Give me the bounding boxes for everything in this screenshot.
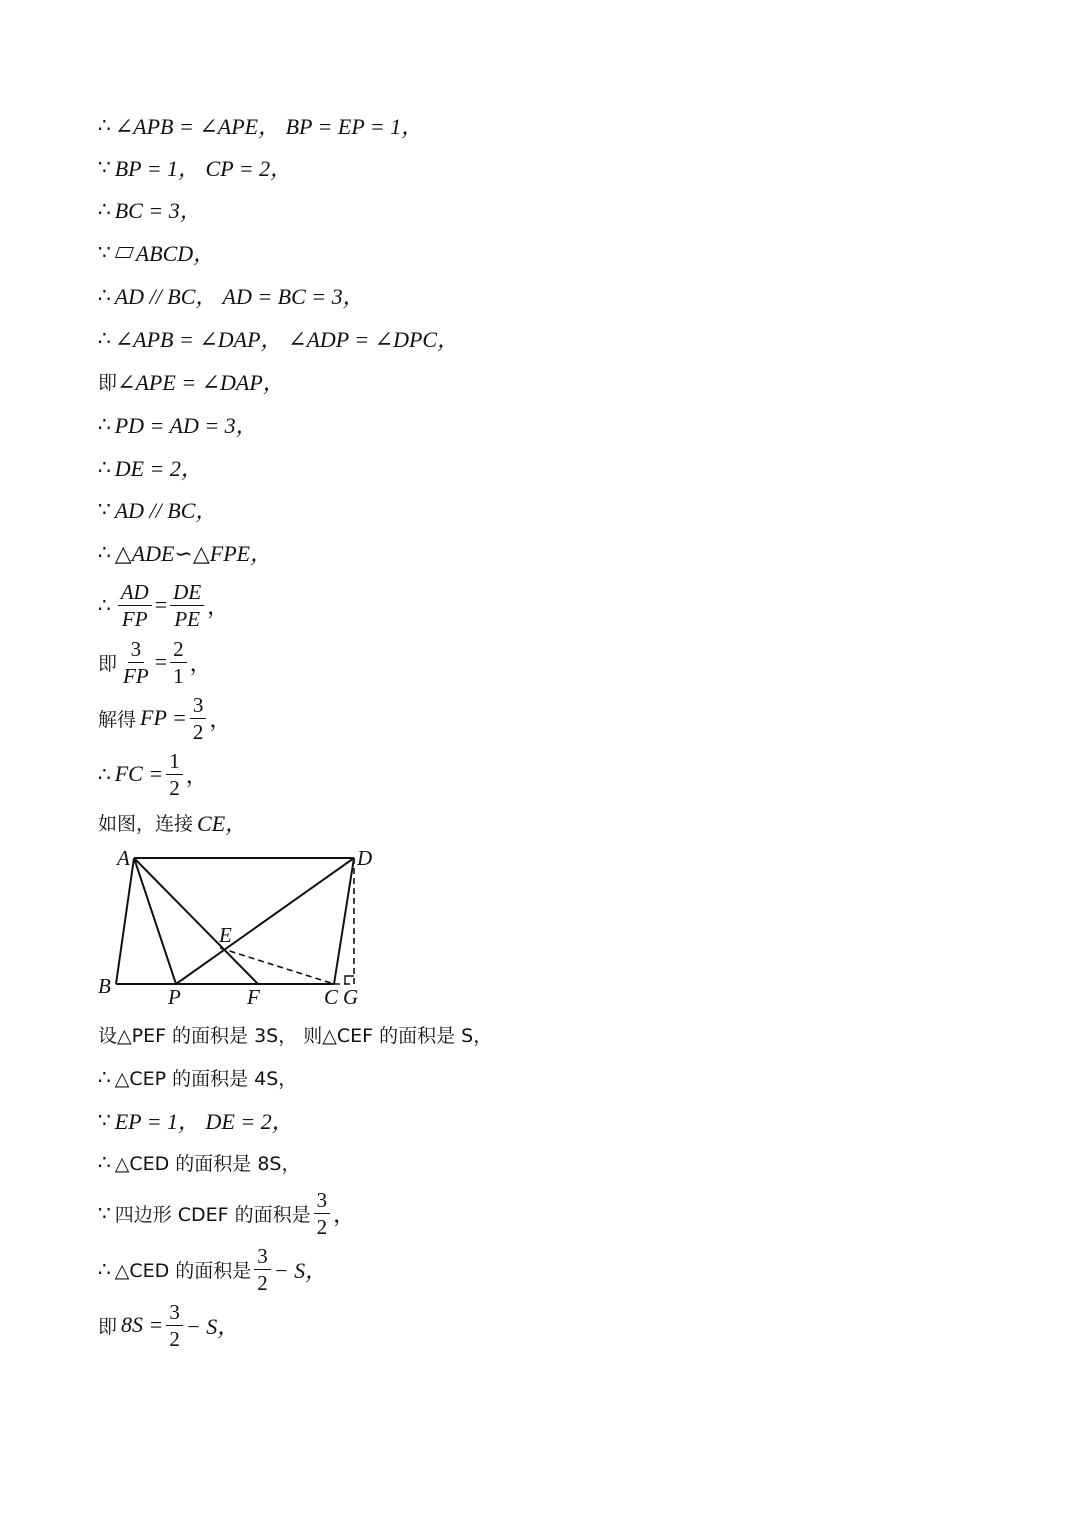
proof-text: DE = 2， <box>114 455 203 481</box>
because-symbol: ∵ <box>98 1108 111 1132</box>
geometry-figure <box>92 842 392 1014</box>
proof-line-4 <box>98 232 215 272</box>
proof-line-14 <box>98 690 231 746</box>
proof-text: ∠APE = ∠DAP， <box>117 369 285 395</box>
segment-ab <box>116 858 134 984</box>
segment-ap <box>134 858 176 984</box>
label-p: P <box>168 985 181 1009</box>
equals-sign: = <box>154 592 168 617</box>
proof-line-21 <box>98 1185 355 1241</box>
proof-line-13 <box>98 634 212 690</box>
therefore-symbol: ∴ <box>98 412 111 436</box>
proof-text: FC = <box>114 761 164 786</box>
proof-line-8 <box>98 404 258 444</box>
proof-text: △CEP 的面积是 4S， <box>114 1067 298 1090</box>
proof-line-15 <box>98 746 208 802</box>
proof-line-5 <box>98 275 365 315</box>
fraction-numerator: DE <box>170 579 204 606</box>
proof-line-16 <box>98 802 247 842</box>
proof-line-22 <box>98 1241 327 1297</box>
therefore-symbol: ∴ <box>98 283 111 307</box>
fraction-numerator: 2 <box>170 636 187 663</box>
because-symbol: ∵ <box>98 1201 111 1225</box>
because-symbol: ∵ <box>98 497 111 521</box>
as-shown-text: 如图，连接 <box>98 812 194 835</box>
fraction-numerator: 3 <box>190 692 207 719</box>
proof-text: ∠APB = ∠APE， BP = EP = 1， <box>114 113 424 139</box>
fraction-numerator: 3 <box>254 1243 271 1270</box>
comma: ， <box>333 1201 356 1227</box>
fraction <box>166 748 183 801</box>
proof-text: △ADE∽△FPE， <box>114 540 273 566</box>
proof-line-9 <box>98 447 203 487</box>
equals-sign: = <box>154 649 168 674</box>
fraction <box>254 1243 271 1296</box>
fraction-denominator: PE <box>174 606 200 631</box>
proof-text-tail: − S， <box>185 1313 240 1339</box>
proof-text: AD // BC， <box>114 497 218 523</box>
proof-text: EP = 1， DE = 2， <box>114 1108 294 1134</box>
therefore-symbol: ∴ <box>98 326 111 350</box>
fraction <box>190 692 207 745</box>
proof-text: CE， <box>197 810 248 836</box>
proof-text: ABCD， <box>135 240 216 266</box>
proof-text: 设△PEF 的面积是 3S， 则△CEF 的面积是 S， <box>98 1024 493 1047</box>
therefore-symbol: ∴ <box>98 762 111 786</box>
proof-line-7 <box>98 361 285 401</box>
proof-text: BP = 1， CP = 2， <box>114 155 293 181</box>
proof-line-17 <box>98 1014 492 1054</box>
proof-text: PD = AD = 3， <box>114 412 258 438</box>
fraction-denominator: 1 <box>173 663 184 688</box>
comma: ， <box>189 650 212 676</box>
proof-text: △CED 的面积是 8S， <box>114 1152 301 1175</box>
proof-text: FP = <box>140 705 187 730</box>
therefore-symbol: ∴ <box>98 197 111 221</box>
proof-text: 8S = <box>121 1312 164 1337</box>
therefore-symbol: ∴ <box>98 1065 111 1089</box>
therefore-symbol: ∴ <box>98 1150 111 1174</box>
label-g: G <box>343 985 359 1009</box>
proof-line-20 <box>98 1142 300 1182</box>
proof-text: 四边形 CDEF 的面积是 <box>114 1203 311 1226</box>
segment-ec-dashed <box>220 948 334 984</box>
proof-line-18 <box>98 1057 297 1097</box>
fraction-numerator: 3 <box>128 636 145 663</box>
segment-pd <box>176 858 354 984</box>
because-symbol: ∵ <box>98 240 111 264</box>
proof-line-3 <box>98 189 202 229</box>
namely-word: 即 <box>98 652 118 675</box>
proof-line-23 <box>98 1297 239 1353</box>
comma: ， <box>207 593 230 619</box>
parallelogram-icon <box>115 247 134 258</box>
fraction <box>170 579 204 632</box>
fraction-numerator: 3 <box>314 1187 331 1214</box>
proof-line-19 <box>98 1100 294 1140</box>
namely-word: 即 <box>98 371 118 394</box>
fraction <box>120 636 152 689</box>
segment-af <box>134 858 258 984</box>
therefore-symbol: ∴ <box>98 113 111 137</box>
comma: ， <box>185 762 208 788</box>
label-f: F <box>247 985 260 1009</box>
comma: ， <box>209 706 232 732</box>
proof-line-10 <box>98 489 217 529</box>
fraction-denominator: 2 <box>316 1214 328 1239</box>
proof-text: △CED 的面积是 <box>114 1259 252 1282</box>
fraction-numerator: 3 <box>166 1299 183 1326</box>
therefore-symbol: ∴ <box>98 593 111 617</box>
label-b: B <box>98 974 111 998</box>
label-e: E <box>219 923 232 947</box>
fraction-denominator: 2 <box>169 1326 180 1351</box>
therefore-symbol: ∴ <box>98 540 111 564</box>
fraction-denominator: FP <box>123 663 149 688</box>
label-c: C <box>324 985 339 1009</box>
proof-line-12 <box>98 577 229 633</box>
fraction <box>314 1187 331 1240</box>
fraction-denominator: 2 <box>192 719 204 744</box>
fraction-denominator: 2 <box>169 775 180 800</box>
fraction <box>166 1299 183 1352</box>
therefore-symbol: ∴ <box>98 455 111 479</box>
fraction-numerator: 1 <box>166 748 183 775</box>
fraction-numerator: AD <box>118 579 152 606</box>
proof-line-1 <box>98 105 423 145</box>
proof-text: AD // BC， AD = BC = 3， <box>114 283 365 309</box>
proof-line-6 <box>98 318 459 358</box>
fraction <box>118 579 152 632</box>
proof-text: ∠APB = ∠DAP， ∠ADP = ∠DPC， <box>114 326 460 352</box>
proof-text-tail: − S， <box>273 1257 328 1283</box>
therefore-symbol: ∴ <box>98 1257 111 1281</box>
fraction-denominator: FP <box>121 606 148 631</box>
right-angle-mark <box>345 976 354 984</box>
proof-text: BC = 3， <box>114 197 202 223</box>
proof-line-11 <box>98 532 272 572</box>
solve-word: 解得 <box>98 708 137 731</box>
namely-word: 即 <box>98 1315 118 1338</box>
label-d: D <box>357 846 373 870</box>
fraction <box>170 636 187 689</box>
fraction-denominator: 2 <box>257 1270 268 1295</box>
segment-dc <box>334 858 354 984</box>
because-symbol: ∵ <box>98 155 111 179</box>
label-a: A <box>117 846 130 870</box>
proof-line-2 <box>98 147 292 187</box>
